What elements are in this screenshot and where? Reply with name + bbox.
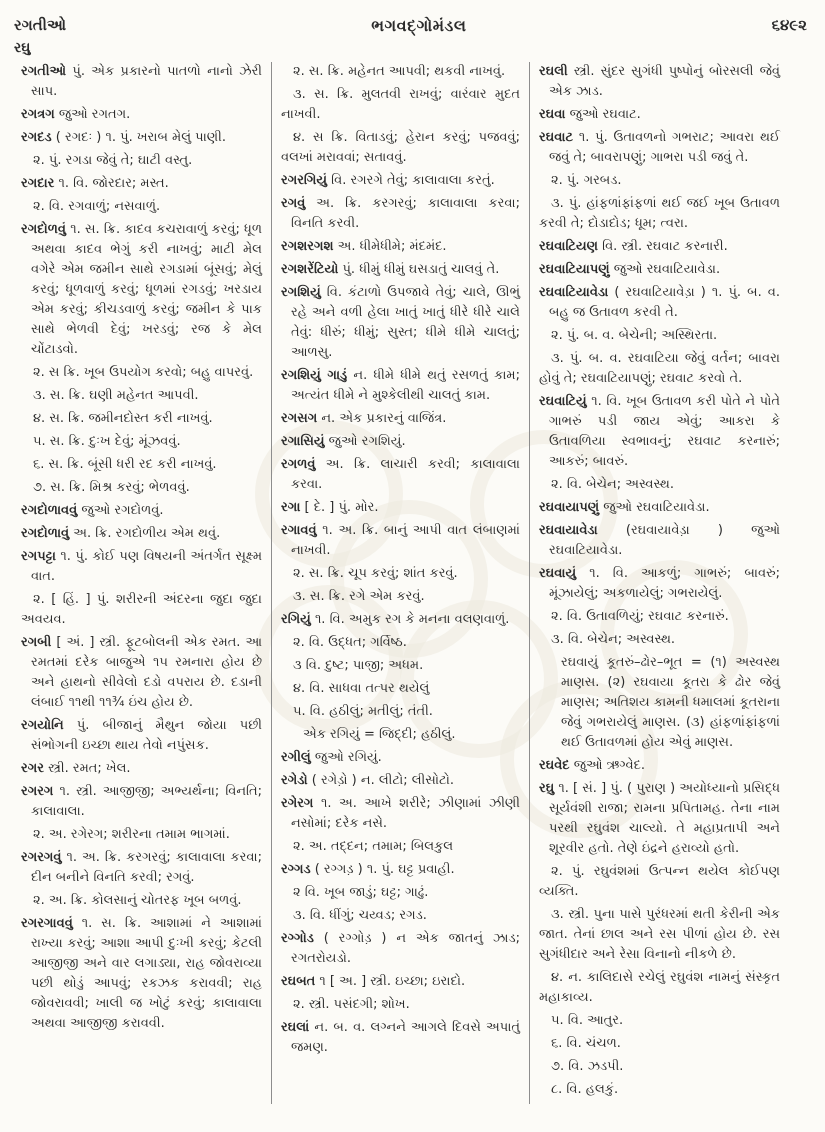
column-3 [530,62,789,1104]
sense-line: ૨ વિ. ખૂબ જાડું; ઘટ્ટ; ગાઢું. [293,885,429,900]
sense-line: ૮. વિ. હલકું. [551,1082,619,1097]
headword: રગદોળવું [21,222,66,237]
headword: રગબી [21,635,52,650]
headword: રગર [21,761,44,776]
dictionary-entry: રઘલી સ્ત્રી. સુંદર સુગંધી પુષ્પોનું બોરસલી જેવું એક ઝાડ. [539,64,780,99]
headword: રગતીઓ [21,64,67,79]
page-number: ૬૪૯૨ [771,16,807,34]
sense-line: ૩ વિ. દુષ્ટ; પાજી; અધમ. [293,658,424,673]
headword: રગયોનિ [21,718,64,733]
dictionary-entry: રગદોળવું ૧. સ. ક્રિ. કાદવ કચરાવાળું કરવું; ધૂળ અથવા કાદવ ભેગું કરી નાખવું; માટી મેલ વગેરે એમ જમીન સાથે રગડામાં બૂંસવું; મેલું કરવું; ધૂળવાળું કરવું; ધૂળમાં રગડવું; ખરડાય એમ કરવું; કીચડવાળું કરવું; જમીન કે પાક સાથે ભેળવી દેવું; ખરડવું; રજ કે મેલ ચોંટાડવો. [21,222,262,357]
sense-line: ૭. સ. ક્રિ. મિશ્ર કરવું; ભેળવવું. [33,480,190,495]
dictionary-entry: રગરગવું ૧. અ. ક્રિ. કરગરવું; કાલાવાલા કરવા; દીન બનીને વિનતિ કરવી; રગવું. [21,850,262,885]
sense-line: ૩. પું. બ. વ. રઘવાટિયા જેવું વર્તન; બાવરા હોવું તે; રઘવાટિયાપણું; રઘવાટ કરવો તે. [539,351,780,386]
dictionary-entry: રગતીઓ પું. એક પ્રકારનો પાતળો નાનો ઝેરી સાપ. [21,64,263,99]
sense-line: ૨. પું. રગડા જેવું તે; ઘાટી વસ્તુ. [33,153,193,168]
headword: રગરગિયું [281,173,328,188]
headword: રગપટ્ટા [21,549,56,564]
sense-line: ૨. સ. ક્રિ. મહેનત આપવી; થકવી નાખવું. [293,64,506,79]
sense-line: ૪. વિ. સાધવા તત્પર થયેલું [293,681,430,696]
dictionary-entry: રઘુ ૧. [ સં. ] પું. ( પુરાણ ) અયોધ્યાનો પ્રસિદ્ધ સૂર્યવંશી રાજા; રામના પ્રપિતામહ. તેના નામ પરથી રઘુવંશ ચાલ્યો. તે મહાપ્રતાપી અને શૂરવીર હતો. તેણે ઇંદ્રને હરાવ્યો હતો. [539,781,781,856]
sense-line: ૬. વિ. ચંચળ. [551,1036,621,1051]
headword: રગીલું [281,750,311,765]
headword: રઘુ [539,781,555,796]
dictionary-entry: રઘવાટિયું ૧. વિ. ખૂબ ઉતાવળ કરી પોતે ને પોતે ગાભરું પડી જાય એવું; આકરા કે ઉતાવળિયા સ્વભાવનું; રઘવાટ કરનારું; આકરું; બાવરું. [539,394,780,469]
headword: રગસગ [281,411,318,426]
dictionary-entry: રગસગ ન. એક પ્રકારનું વાજિંત્ર. [281,411,447,426]
headword: રગરગવું [21,850,62,865]
headword: રગશિયું ગાડું [281,368,348,383]
dictionary-entry: રગા [ દે. ] પું. મોર. [281,500,379,515]
book-title: ભગવદ્ગોમંડલ [371,16,467,35]
sense-line: ૪. સ ક્રિ. વિતાડવું; હેરાન કરવું; પજવવું; વલખાં મરાવવાં; સતાવવું. [281,130,520,165]
sense-line: ૨. પું. બ. વ. બેચેની; અસ્થિરતા. [551,328,718,343]
dictionary-entry: રગશરગશ અ. ધીમેધીમે; મંદમંદ. [281,239,447,254]
headword: રગશિયું [281,285,321,300]
dictionary-entry: રઘબત ૧ [ અ. ] સ્ત્રી. ઇચ્છા; ઇરાદો. [281,974,466,989]
dictionary-entry: રઘવાટિયાવેડા ( રઘવાટિયાવેડ઼ા ) ૧. પું. બ. વ. બહુ જ ઉતાવળ કરવી તે. [539,285,780,320]
headword: રઘવા [539,107,566,122]
catchword-last: રઘુ [14,40,31,56]
sense-line: ૨. વિ. ઉતાવળિયું; રઘવાટ કરનારું. [551,609,729,624]
headword: રગ્ગોડ [281,931,314,946]
headword: રઘવાટિયણ [539,239,598,254]
dictionary-entry: રગશિયું વિ. કંટાળો ઉપજાવે તેવું; ચાલે, ઊભું રહે અને વળી હેલા ખાતું ખાતું ધીરે ધીરે ચાલે તેવું: ધીરું; ધીમું; સુસ્ત; ધીમે ધીમે ચાલતું; આળસુ. [281,285,520,360]
sense-line: ૩. સ. ક્રિ. ઘણી મહેનત આપવી. [33,388,199,403]
dictionary-columns [0,56,825,1104]
sense-line: ૭. વિ. ઝડપી. [551,1059,624,1074]
sense-line: ૨. અ. ક્રિ. કોલસાનું ચોતરફ ખૂબ બળવું. [33,893,242,908]
headword: રગેડો [281,773,308,788]
idiom-line: રઘવાયું કૂતરું–ઢોર–ભૂત = (૧) અસ્વસ્થ માણસ. (૨) રઘવાયા કૂતરા કે ઢોર જેવું માણસ; અતિશય કામની ધમાલમાં કૂતરાના જેવું ગભરાયેલું માણસ. (૩) હાંફળાંફાંફળાં થઈ ઉતાવળમાં હોય એવું માણસ. [561,655,780,750]
dictionary-entry: રગરગિયું વિ. રગરગે તેવું; કાલાવાલા કરતું. [281,173,495,188]
headword: રગત્રગ [21,107,55,122]
sense-line: ૨. [ હિં. ] પું. શરીરની અંદરના જુદા જુદા અવયવ. [21,592,262,627]
dictionary-entry: રગ્ગોડ ( રગ્ગોડ઼ ) ન એક જાતનું ઝાડ; રગતરોયડો. [281,931,520,966]
dictionary-entry: રગશિયું ગાડું ન. ધીમે ધીમે થતું રસળતું કામ; અત્યંત ધીમે ને મુશ્કેલીથી ચાલતું કામ. [281,368,520,403]
headword: રગા [281,500,301,515]
headword: રગદડ [21,130,52,145]
sense-line: ૫. વિ. આતુર. [551,1013,624,1028]
dictionary-entry: રગવું અ. ક્રિ. કરગરવું; કાલાવાલા કરવા; વિનતિ કરવી. [281,196,520,231]
sense-line: ૩. સ. ક્રિ. રગે એમ કરવું. [293,589,425,604]
dictionary-entry: રગશરેંટિયો પું. ધીમું ધીમું ઘસડાતું ચાલવું તે. [281,262,500,277]
headword: રઘવાટિયાવેડા [539,285,609,300]
dictionary-entry: રગાસિયું જુઓ રગશિયું. [281,434,406,449]
headword: રઘવાયાવેડા [539,523,598,538]
dictionary-entry: રગદડ ( રગદઃ ) ૧. પું. ખરાબ મેલું પાણી. [21,130,226,145]
sense-line: ૨. વિ. રગવાળું; નસવાળું. [33,199,161,214]
dictionary-entry: રગિયું ૧. વિ. અમુક રગ કે મનના વલણવાળું. [281,612,510,627]
headword: રગરગાવવું [21,916,73,931]
headword: રગેરગ [281,796,314,811]
dictionary-entry: રઘવાટિયાપણું જુઓ રઘવાટિયાવેડા. [539,262,721,277]
headword: રઘવાટિયું [539,394,587,409]
column-2 [271,62,530,1104]
idiom-line: એક રગિયું = જિદ્દી; હઠીલું. [303,727,456,742]
dictionary-entry: રગબી [ અં. ] સ્ત્રી. ફૂટબોલની એક રમત. આ રમતમાં દરેક બાજુએ ૧૫ રમનારા હોય છે અને હાથનો સીવેલો દડો વપરાય છે. દડાની લંબાઈ ૧૧થી ૧૧¾ ઇંચ હોય છે. [21,635,262,710]
page-header [0,0,825,36]
headword: રઘલી [539,64,568,79]
headword: રઘવાયું [539,566,577,581]
dictionary-entry: રગર સ્ત્રી. રમત; ખેલ. [21,761,131,776]
headword: રગદોળાવું [21,526,70,541]
dictionary-entry: રગરગાવવું ૧. સ. ક્રિ. આશામાં ને આશામાં રાખ્યા કરવું; આશા આપી દુઃખી કરવું; કેટલી આજીજી અને વાર લગાડ્યા, રાહ જોવરાવ્યા પછી થોડું આપવું; રકઝક કરાવવી; રાહ જોવરાવવી; ખાલી જ ખોટું કરવું; કાલાવાલા અથવા આજીજી કરાવવી. [21,916,262,1031]
dictionary-entry: રગરગ ૧. સ્ત્રી. આજીજી; અભ્યર્થના; વિનતિ; કાલાવાલા. [21,784,262,819]
headword: રઘવાયાપણું [539,500,600,515]
sense-line: ૩. વિ. ધીંગું; ચય્વડ; રગડ. [293,908,427,923]
dictionary-entry: રગાવવું ૧. અ. ક્રિ. બાનું આપી વાત લંબાણમાં નાખવી. [281,523,520,558]
dictionary-entry: રઘવાયાપણું જુઓ રઘવાટિયાવેડા. [539,500,710,515]
sense-line: ૩. પું. હાંફળાંફાંફળાં થઈ જઈ ખૂબ ઉતાવળ કરવી તે; દોડાદોડ; ધૂમ; ત્વરા. [539,196,780,231]
dictionary-entry: રગેડો ( રગેડ઼ો ) ન. લીટો; લીસોટો. [281,773,454,788]
dictionary-entry: રગપટ્ટા ૧. પું. કોઈ પણ વિષયની અંતર્ગત સૂક્ષ્મ વાત. [21,549,263,584]
dictionary-entry: રગત્રગ જુઓ રગતગ. [21,107,131,122]
sense-line: ૬. સ. ક્રિ. બૂંસી ધરી રદ કરી નાખવું. [33,457,217,472]
headword: રઘવાટિયાપણું [539,262,610,277]
sense-line: ૩. સ. ક્રિ. મુલતવી રાખવું; વારંવાર મુદત નાખવી. [281,87,520,122]
headword: રગાવવું [281,523,317,538]
dictionary-entry: રગીલું જુઓ રગિયું. [281,750,382,765]
sense-line: ૫. વિ. હઠીલું; મતીલું; તંતી. [293,704,433,719]
headword: રઘલાં [281,1020,310,1035]
dictionary-entry: રઘવાટ ૧. પું. ઉતાવળનો ગભરાટ; આવરા થઈ જવું તે; બાવરાપણું; ગાભરા પડી જવું તે. [539,130,780,165]
dictionary-entry: રઘવાટિયણ વિ. સ્ત્રી. રઘવાટ કરનારી. [539,239,728,254]
sense-line: ૨. સ. ક્રિ. ચૂપ કરવું; શાંત કરવું. [293,566,458,581]
catchword-first: રગતીઓ [14,16,67,34]
dictionary-entry: રગયોનિ પું. બીજાનું મૈથુન જોયા પછી સંભોગની ઇચ્છા થાય તેવો નપુંસક. [21,718,262,753]
dictionary-entry: રગદોળાવવું જુઓ રગદોળવું. [21,503,164,518]
dictionary-entry: રઘવેદ જુઓ ઋગ્વેદ. [539,758,646,773]
headword: રઘવાટ [539,130,574,145]
dictionary-entry: રઘવા જુઓ રઘવાટ. [539,107,641,122]
headword: રગરગ [21,784,54,799]
headword: રઘવેદ [539,758,570,773]
dictionary-entry: રગેરગ ૧. અ. આખે શરીરે; ઝીણામાં ઝીણી નસોમાં; દરેક નસે. [281,796,520,831]
headword: રગશરેંટિયો [281,262,339,277]
sense-line: ૪. સ. ક્રિ. જમીનદોસ્ત કરી નાખવું. [33,411,213,426]
headword: રઘબત [281,974,316,989]
headword: રગવું [281,196,306,211]
headword: રગદોળાવવું [21,503,78,518]
sense-line: ૫. સ. ક્રિ. દુઃખ દેવું; મૂંઝવવું. [33,434,181,449]
sense-line: ૨. સ્ત્રી. પસંદગી; શોખ. [293,997,410,1012]
column-1 [12,62,271,1104]
dictionary-entry: રગદોળાવું અ. ક્રિ. રગદોળીય એમ થવું. [21,526,221,541]
sense-line: ૨. અ. તદ્દન; તમામ; બિલકુલ [293,839,454,854]
headword: રગળવું [281,457,316,472]
dictionary-entry: રગદાર ૧. વિ. જોરદાર; મસ્ત. [21,176,169,191]
sense-line: ૨. પું. રઘુવંશમાં ઉત્પન્ન થયેલ કોઈપણ વ્યક્તિ. [539,864,780,899]
sense-line: ૨. અ. રગેરગ; શરીરના તમામ ભાગમાં. [33,827,230,842]
headword: રગશરગશ [281,239,334,254]
dictionary-entry: રઘવાયાવેડા (રઘવાયાવેડ઼ા ) જુઓ રઘવાટિયાવેડા. [539,523,780,558]
sense-line: ૨. સ ક્રિ. ખૂબ ઉપયોગ કરવો; બહુ વાપરવું. [33,365,254,380]
headword: રગિયું [281,612,311,627]
sense-line: ૪. ન. કાલિદાસે રચેલું રઘુવંશ નામનું સંસ્કૃત મહાકાવ્ય. [539,970,780,1005]
dictionary-entry: રગળવું અ. ક્રિ. લાચારી કરવી; કાલાવાલા કરવા. [281,457,520,492]
dictionary-entry: રગ્ગડ ( રગ્ગડ઼ ) ૧. પું. ઘટ્ટ પ્રવાહી. [281,862,455,877]
dictionary-entry: રઘવાયું ૧. વિ. આકળું; ગાભરું; બાવરું; મૂંઝાયેલું; અકળાયેલું; ગભરાયેલું. [539,566,780,601]
headword: રગ્ગડ [281,862,311,877]
sense-line: ૨. વિ. ઉદ્ધત; ગર્વિષ્ઠ. [293,635,407,650]
sense-line: ૩. સ્ત્રી. પુના પાસે પુરંધરમાં થતી કેરીની એક જાત. તેનાં છાલ અને રસ પીળાં હોય છે. રસ સુગંધીદાર અને રેસા વિનાનો નીકળે છે. [539,907,780,962]
sense-line: ૩. વિ. બેચેન; અસ્વસ્થ. [551,632,676,647]
sense-line: ૨. પું. ગરબડ. [551,173,622,188]
headword: રગાસિયું [281,434,325,449]
sense-line: ૨. વિ. બેચેન; અસ્વસ્થ. [551,477,675,492]
headword: રગદાર [21,176,55,191]
dictionary-entry: રઘલાં ન. બ. વ. લગ્નને આગલે દિવસે અપાતું જમણ. [281,1020,520,1055]
